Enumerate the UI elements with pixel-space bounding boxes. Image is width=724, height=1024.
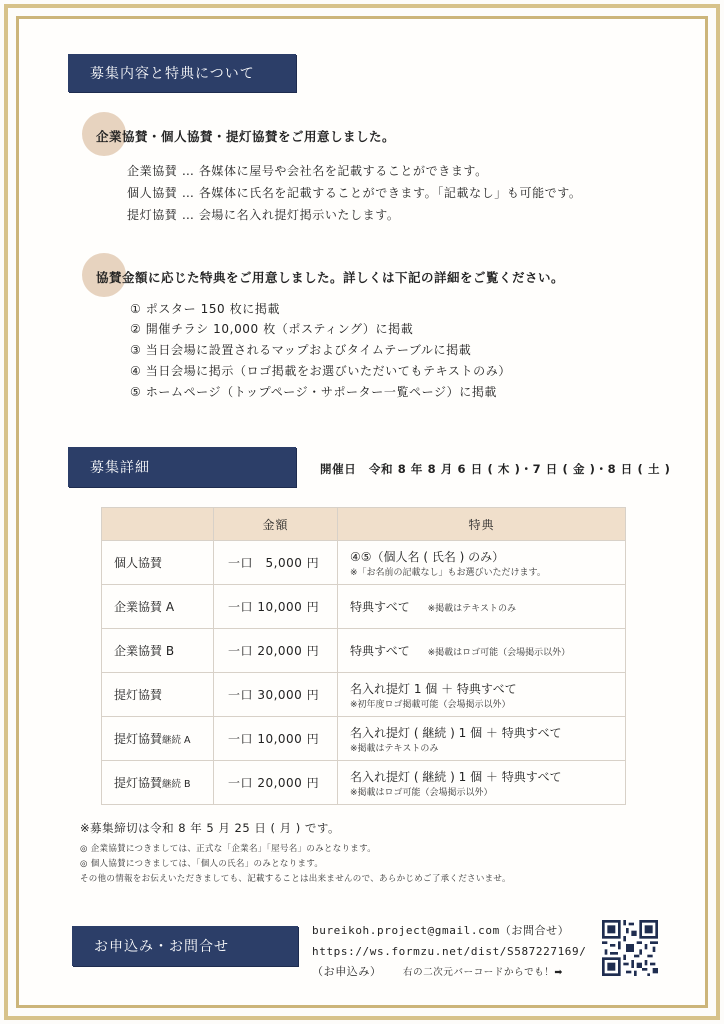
benefit-text: ④⑤（個人名 ( 氏名 ) のみ） [350,549,505,564]
benefit-item: ③ 当日会場に設置されるマップおよびタイムテーブルに掲載 [130,343,472,357]
table-header: 特典 [338,508,626,541]
table-row [102,585,626,629]
benefit-note: ※掲載はテキストのみ [350,743,439,754]
sponsor-name: 企業協賛 B [102,629,214,673]
note-line: その他の情報をお伝えいただきましても、記載することは出来ませんので、あらかじめご了承くださいませ。 [80,874,511,884]
benefit-text: 名入れ提灯 ( 継続 ) 1 個 ＋ 特典すべて [350,725,562,740]
section-banner-contact [72,926,298,966]
contact-email[interactable]: bureikoh.project@gmail.com（お問合せ） [312,924,570,937]
section-title: 募集内容と特典について [90,66,255,82]
table-row [102,673,626,717]
benefit-note: ※掲載はテキストのみ [427,604,516,614]
sponsor-amount: 一口 20,000 円 [214,761,338,805]
table-header: 金額 [214,508,338,541]
section-banner-benefits [68,54,296,92]
benefit-text: 特典すべて [350,644,410,658]
benefit-note: ※初年度ロゴ掲載可能（会場掲示以外） [350,699,511,710]
table-header-row [102,508,626,541]
benefit-item: ② 開催チラシ 10,000 枚（ポスティング）に掲載 [130,322,414,336]
table-row [102,629,626,673]
table-row [102,717,626,761]
benefit-item: ① ポスター 150 枚に掲載 [130,302,281,316]
sponsor-name: 企業協賛 A [102,585,214,629]
event-date-value: 令和 8 年 8 月 6 日 ( 木 )・7 日 ( 金 )・8 日 ( 土 ) [368,462,671,476]
section-banner-details [68,447,296,487]
sponsor-benefit [338,585,626,629]
sponsor-benefit [338,717,626,761]
qr-code-icon[interactable] [602,920,658,976]
note-line: ◎ 企業協賛につきましては、正式な「企業名」「屋号名」のみとなります。 [80,844,377,854]
sponsor-type-line: 提灯協賛 … 会場に名入れ提灯掲示いたします。 [127,208,400,222]
sponsor-benefit [338,629,626,673]
section-title: 募集詳細 [90,460,150,476]
sponsor-types-heading: 企業協賛・個人協賛・提灯協賛をご用意しました。 [96,129,396,144]
benefit-item: ④ 当日会場に掲示（ロゴ掲載をお選びいただいてもテキストのみ） [130,364,511,378]
sponsor-benefit [338,541,626,585]
application-url[interactable]: https://ws.formzu.net/dist/S587227169/ [312,945,587,958]
event-date-label: 開催日 [320,462,357,476]
benefit-note: ※「お名前の記載なし」もお選びいただけます。 [350,567,546,578]
section-title: お申込み・お問合せ [94,939,229,955]
benefit-note: ※掲載はロゴ可能（会場掲示以外） [350,787,493,798]
sponsor-type-line: 企業協賛 … 各媒体に屋号や会社名を記載することができます。 [127,164,488,178]
sponsor-amount: 一口 20,000 円 [214,629,338,673]
benefit-text: 特典すべて [350,600,410,614]
sponsor-amount: 一口 10,000 円 [214,585,338,629]
table-row [102,541,626,585]
note-line: ◎ 個人協賛につきましては、「個人の氏名」のみとなります。 [80,859,324,869]
sponsor-name: 提灯協賛 [102,673,214,717]
sponsor-amount: 一口 30,000 円 [214,673,338,717]
sponsor-amount: 一口 10,000 円 [214,717,338,761]
deadline-note: ※募集締切は令和 8 年 5 月 25 日 ( 月 ) です。 [80,821,341,835]
qr-hint: 右の二次元バーコードからでも！➡ [403,967,563,978]
sponsor-name: 提灯協賛継続 B [102,761,214,805]
table-row [102,761,626,805]
fee-table [101,507,626,805]
benefit-text: 名入れ提灯 ( 継続 ) 1 個 ＋ 特典すべて [350,769,562,784]
sponsor-benefit [338,761,626,805]
benefit-item: ⑤ ホームページ（トップページ・サポーター一覧ページ）に掲載 [130,385,498,399]
benefit-text: 名入れ提灯 1 個 ＋ 特典すべて [350,681,517,696]
sponsor-amount: 一口 5,000 円 [214,541,338,585]
sponsor-type-line: 個人協賛 … 各媒体に氏名を記載することができます。「記載なし」も可能です。 [127,186,582,200]
benefits-heading: 協賛金額に応じた特典をご用意しました。詳しくは下記の詳細をご覧ください。 [96,270,565,285]
benefit-note: ※掲載はロゴ可能（会場掲示以外） [427,648,571,658]
event-date [320,461,671,477]
application-url-label: （お申込み） [312,965,382,978]
sponsor-name: 提灯協賛継続 A [102,717,214,761]
table-header [102,508,214,541]
sponsor-benefit [338,673,626,717]
sponsor-name: 個人協賛 [102,541,214,585]
